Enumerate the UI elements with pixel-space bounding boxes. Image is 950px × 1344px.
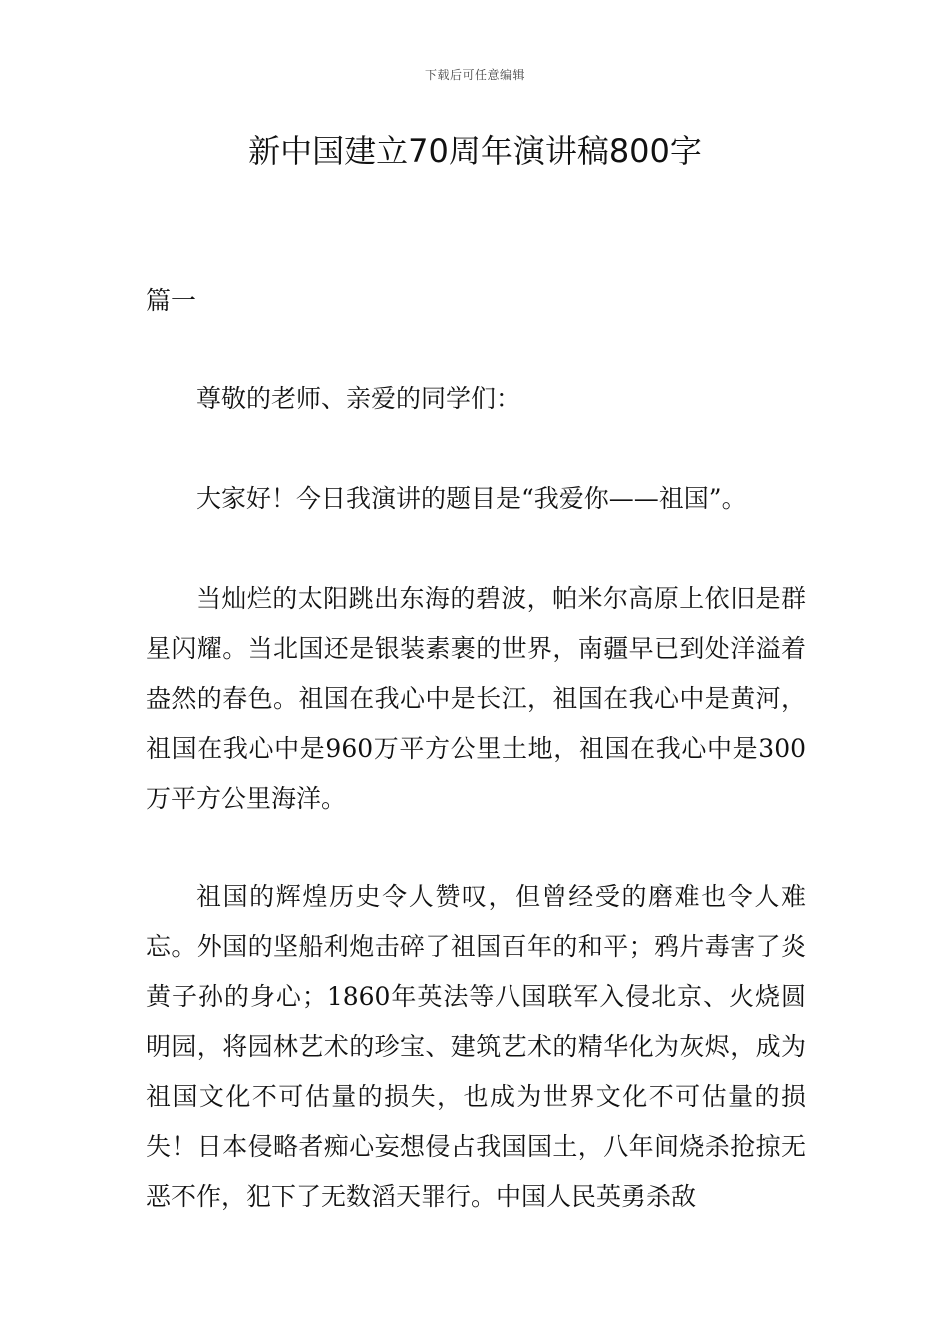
- paragraph-opening: 大家好！今日我演讲的题目是“我爱你——祖国”。: [196, 484, 747, 513]
- document-title: 新中国建立70周年演讲稿800字: [248, 132, 702, 170]
- section-label: 篇一: [146, 286, 197, 315]
- paragraph-history: 祖国的辉煌历史令人赞叹，但曾经受的磨难也令人难忘。外国的坚船利炮击碎了祖国百年的和平；鸦片毒害了炎黄子孙的身心；1860年英法等八国联军入侵北京、火烧圆明园，将园林艺术的珍宝、建筑艺术的精华化为灰烬，成为祖国文化不可估量的损失，也成为世界文化不可估量的损失！日本侵略者痴心妄想侵占我国国土，八年间烧杀抢掠无恶不作，犯下了无数滔天罪行。中国人民英勇杀敌: [146, 882, 806, 1211]
- paragraph-greeting: 尊敬的老师、亲爱的同学们：: [196, 384, 522, 413]
- paragraph-homeland: 当灿烂的太阳跳出东海的碧波，帕米尔高原上依旧是群星闪耀。当北国还是银装素裹的世界，南疆早已到处洋溢着盎然的春色。祖国在我心中是长江，祖国在我心中是黄河，祖国在我心中是960万平方公里土地，祖国在我心中是300万平方公里海洋。: [146, 584, 806, 813]
- header-note: 下载后可任意编辑: [424, 68, 525, 82]
